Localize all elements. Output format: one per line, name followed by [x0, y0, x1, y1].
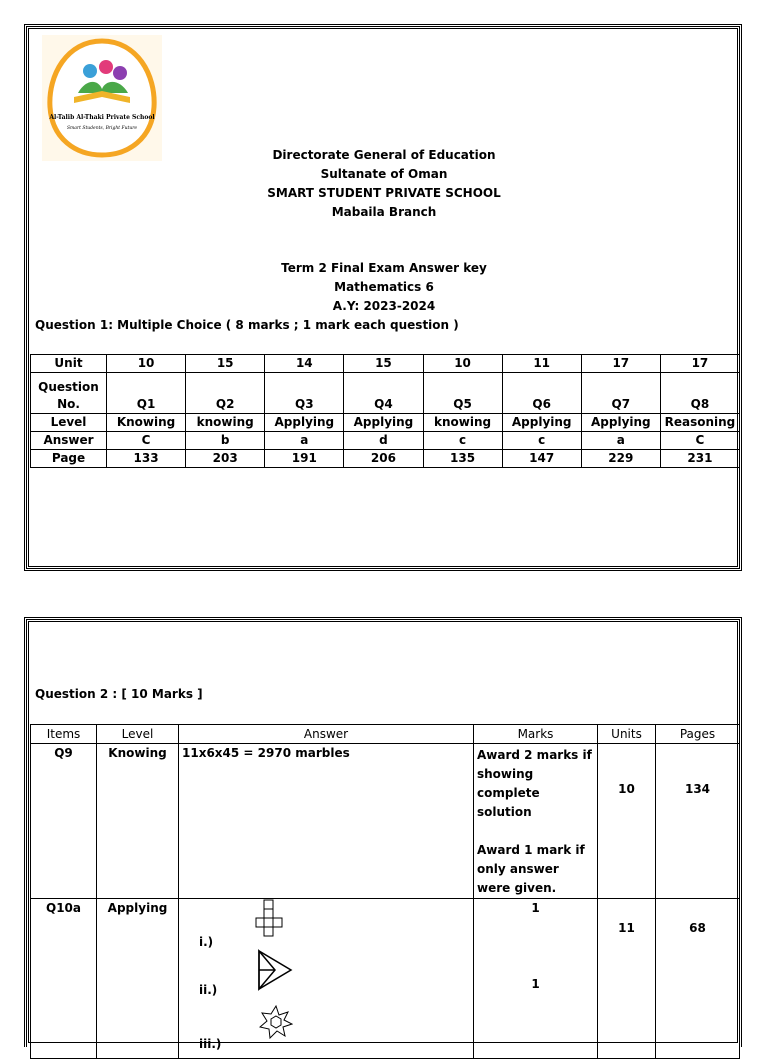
cell-page: 147 — [502, 450, 581, 468]
cell-page: 133 — [107, 450, 186, 468]
header-pages: Pages — [656, 725, 740, 744]
header-country: Sultanate of Oman — [320, 167, 448, 181]
header-marks: Marks — [474, 725, 598, 744]
cell-answer — [179, 899, 474, 1059]
table-row-q10a — [31, 899, 740, 1059]
cell-unit: 17 — [660, 355, 739, 373]
cell-page: 203 — [186, 450, 265, 468]
row-answer — [31, 432, 740, 450]
answer-label-ii: ii.) — [199, 983, 218, 997]
cell-pages — [656, 744, 740, 899]
row-label: Page — [31, 450, 107, 468]
exam-subject: Mathematics 6 — [334, 280, 434, 294]
cell-question: Q2 — [186, 373, 265, 414]
marks-full: Award 2 marks if showing complete solution — [477, 748, 592, 819]
cell-answer: a — [265, 432, 344, 450]
cell-answer: a — [581, 432, 660, 450]
cell-level: Knowing — [97, 744, 179, 899]
cell-page: 229 — [581, 450, 660, 468]
row-unit — [31, 355, 740, 373]
header-units: Units — [598, 725, 656, 744]
cell-level: Applying — [344, 414, 423, 432]
row-page — [31, 450, 740, 468]
pages-value: 134 — [684, 782, 711, 796]
cell-page: 135 — [423, 450, 502, 468]
cell-units — [598, 744, 656, 899]
units-value: 11 — [618, 921, 635, 935]
cell-units — [598, 899, 656, 1059]
row-label: Unit — [31, 355, 107, 373]
row-question — [31, 373, 740, 414]
cube-net-icon — [255, 899, 283, 941]
cell-marks — [474, 899, 598, 1059]
cell-unit: 14 — [265, 355, 344, 373]
pyramid-net-icon — [255, 947, 295, 993]
cell-answer: 11x6x45 = 2970 marbles — [179, 744, 474, 899]
cell-level: Knowing — [107, 414, 186, 432]
row-label: Question No. — [31, 373, 107, 414]
cell-level: knowing — [186, 414, 265, 432]
cell-page: 191 — [265, 450, 344, 468]
cell-question: Q8 — [660, 373, 739, 414]
cell-page: 231 — [660, 450, 739, 468]
cell-question: Q7 — [581, 373, 660, 414]
cell-answer: C — [660, 432, 739, 450]
header-school: SMART STUDENT PRIVATE SCHOOL — [267, 186, 501, 200]
cell-question: Q4 — [344, 373, 423, 414]
cell-unit: 10 — [107, 355, 186, 373]
cell-question: Q3 — [265, 373, 344, 414]
cell-page: 206 — [344, 450, 423, 468]
cell-level: knowing — [423, 414, 502, 432]
cell-unit: 10 — [423, 355, 502, 373]
answer-label-i: i.) — [199, 935, 214, 949]
row-level — [31, 414, 740, 432]
header-level: Level — [97, 725, 179, 744]
cell-item: Q10a — [31, 899, 97, 1059]
exam-title: Term 2 Final Exam Answer key — [281, 261, 487, 275]
row-label: Answer — [31, 432, 107, 450]
cell-pages — [656, 899, 740, 1059]
cell-item: Q9 — [31, 744, 97, 899]
table-header-row — [31, 725, 740, 744]
cell-answer: c — [423, 432, 502, 450]
exam-info-block — [0, 259, 768, 316]
cell-question: Q5 — [423, 373, 502, 414]
answer-label-iii: iii.) — [199, 1037, 222, 1051]
header-directorate: Directorate General of Education — [272, 148, 496, 162]
star-net-icon — [259, 1005, 293, 1039]
cell-unit: 15 — [344, 355, 423, 373]
row-label: Level — [31, 414, 107, 432]
cell-level: Applying — [97, 899, 179, 1059]
cell-level: Reasoning — [660, 414, 739, 432]
units-value: 10 — [618, 782, 635, 796]
cell-level: Applying — [502, 414, 581, 432]
question1-title: Question 1: Multiple Choice ( 8 marks ; 1 mark each question ) — [35, 318, 459, 332]
cell-answer: d — [344, 432, 423, 450]
cell-answer: C — [107, 432, 186, 450]
cell-unit: 15 — [186, 355, 265, 373]
pages-value: 68 — [689, 921, 706, 935]
cell-marks — [474, 744, 598, 899]
question2-answer-table — [30, 724, 740, 1059]
header-block — [0, 146, 768, 222]
question2-title: Question 2 : [ 10 Marks ] — [35, 687, 203, 701]
header-answer: Answer — [179, 725, 474, 744]
cell-level: Applying — [581, 414, 660, 432]
cell-answer: c — [502, 432, 581, 450]
cell-answer: b — [186, 432, 265, 450]
cell-question: Q1 — [107, 373, 186, 414]
cell-question: Q6 — [502, 373, 581, 414]
cell-unit: 17 — [581, 355, 660, 373]
cell-unit: 11 — [502, 355, 581, 373]
question1-answer-table — [30, 354, 740, 468]
header-branch: Mabaila Branch — [331, 205, 437, 219]
marks-partial: Award 1 mark if only answer were given. — [477, 843, 585, 895]
header-items: Items — [31, 725, 97, 744]
svg-text:Smart Students, Bright Future: Smart Students, Bright Future — [66, 126, 138, 131]
marks-ii: 1 — [531, 977, 540, 991]
svg-text:Al-Talib Al-Thaki Private Scho: Al-Talib Al-Thaki Private School — [49, 114, 155, 121]
marks-i: 1 — [531, 901, 540, 915]
table-row-q9 — [31, 744, 740, 899]
cell-level: Applying — [265, 414, 344, 432]
school-logo — [42, 35, 162, 161]
academic-year: A.Y: 2023-2024 — [332, 299, 436, 313]
